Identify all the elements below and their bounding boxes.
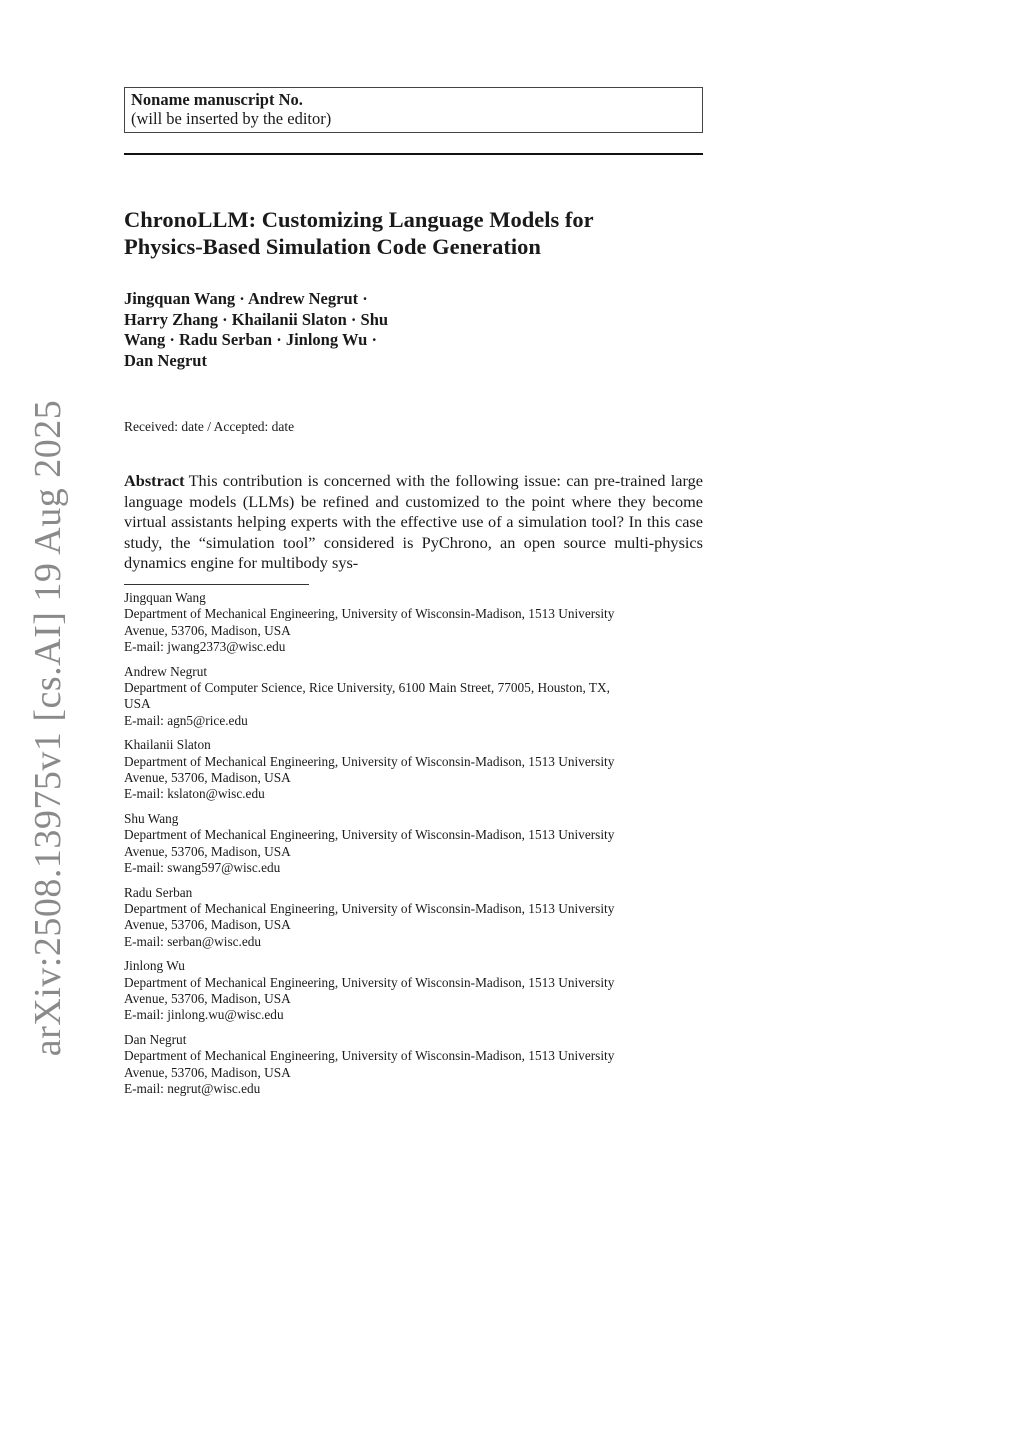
author-line-1: Jingquan Wang · Andrew Negrut · bbox=[124, 289, 368, 308]
affiliation-entry bbox=[124, 737, 703, 803]
affiliation-email: E-mail: negrut@wisc.edu bbox=[124, 1080, 261, 1096]
affiliation-address: Department of Mechanical Engineering, University of Wisconsin-Madison, 1513 University bbox=[124, 900, 615, 916]
paper-title bbox=[124, 206, 724, 260]
affiliation-address-cont: USA bbox=[124, 696, 151, 712]
abstract-text: This contribution is concerned with the following issue: can pre-trained large language models (LLMs) be refined and customized to the point where they become virtual assistants helping experts with the effective use of a simulation tool? In this case study, the “simulation tool” considered is PyChrono, an open source multi-physics dynamics engine for multibody sys- bbox=[124, 471, 703, 573]
affiliation-address-cont: Avenue, 53706, Madison, USA bbox=[124, 843, 291, 859]
affiliation-address-cont: Avenue, 53706, Madison, USA bbox=[124, 622, 291, 638]
affiliation-entry bbox=[124, 664, 703, 730]
manuscript-number-box bbox=[124, 87, 703, 133]
affiliation-name: Jinlong Wu bbox=[124, 958, 185, 974]
footnote-rule bbox=[124, 584, 309, 585]
affiliation-email: E-mail: jwang2373@wisc.edu bbox=[124, 639, 286, 655]
affiliation-name: Dan Negrut bbox=[124, 1031, 187, 1047]
affiliation-address-cont: Avenue, 53706, Madison, USA bbox=[124, 917, 291, 933]
affiliation-entry bbox=[124, 590, 703, 656]
author-line-2: Harry Zhang · Khailanii Slaton · Shu bbox=[124, 309, 389, 329]
received-accepted-dates: Received: date / Accepted: date bbox=[124, 419, 295, 434]
arxiv-identifier-stamp: arXiv:2508.13975v1 [cs.AI] 19 Aug 2025 bbox=[27, 399, 69, 1057]
title-line-1: ChronoLLM: Customizing Language Models for bbox=[124, 207, 594, 232]
affiliation-name: Radu Serban bbox=[124, 884, 193, 900]
affiliation-entry bbox=[124, 958, 703, 1024]
author-list bbox=[124, 289, 464, 371]
header-rule bbox=[124, 153, 703, 155]
affiliation-address: Department of Mechanical Engineering, University of Wisconsin-Madison, 1513 University bbox=[124, 753, 615, 769]
affiliation-address: Department of Mechanical Engineering, University of Wisconsin-Madison, 1513 University bbox=[124, 974, 615, 990]
affiliation-entry bbox=[124, 885, 703, 951]
affiliation-email: E-mail: swang597@wisc.edu bbox=[124, 860, 281, 876]
affiliation-name: Khailanii Slaton bbox=[124, 737, 211, 753]
affiliation-address: Department of Mechanical Engineering, University of Wisconsin-Madison, 1513 University bbox=[124, 606, 615, 622]
affiliation-name: Andrew Negrut bbox=[124, 663, 208, 679]
author-line-4: Dan Negrut bbox=[124, 350, 207, 370]
affiliation-address-cont: Avenue, 53706, Madison, USA bbox=[124, 1064, 291, 1080]
affiliation-address-cont: Avenue, 53706, Madison, USA bbox=[124, 990, 291, 1006]
affiliation-entry bbox=[124, 1032, 703, 1098]
author-line-3: Wang · Radu Serban · Jinlong Wu · bbox=[124, 330, 377, 349]
title-line-2: Physics-Based Simulation Code Generation bbox=[124, 234, 541, 259]
affiliation-email: E-mail: agn5@rice.edu bbox=[124, 712, 248, 728]
affiliation-address: Department of Computer Science, Rice University, 6100 Main Street, 77005, Houston, TX, bbox=[124, 680, 610, 696]
affiliation-email: E-mail: serban@wisc.edu bbox=[124, 933, 262, 949]
affiliation-email: E-mail: jinlong.wu@wisc.edu bbox=[124, 1007, 284, 1023]
affiliation-address: Department of Mechanical Engineering, University of Wisconsin-Madison, 1513 University bbox=[124, 827, 615, 843]
affiliation-address: Department of Mechanical Engineering, University of Wisconsin-Madison, 1513 University bbox=[124, 1048, 615, 1064]
editor-note: (will be inserted by the editor) bbox=[131, 109, 332, 128]
affiliation-entry bbox=[124, 811, 703, 877]
affiliation-name: Shu Wang bbox=[124, 810, 179, 826]
affiliations-footnote bbox=[124, 590, 703, 1105]
affiliation-address-cont: Avenue, 53706, Madison, USA bbox=[124, 770, 291, 786]
affiliation-name: Jingquan Wang bbox=[124, 590, 206, 605]
affiliation-email: E-mail: kslaton@wisc.edu bbox=[124, 786, 265, 802]
abstract-label: Abstract bbox=[124, 471, 185, 490]
manuscript-number-label: Noname manuscript No. bbox=[131, 90, 303, 109]
abstract-paragraph bbox=[124, 471, 703, 575]
